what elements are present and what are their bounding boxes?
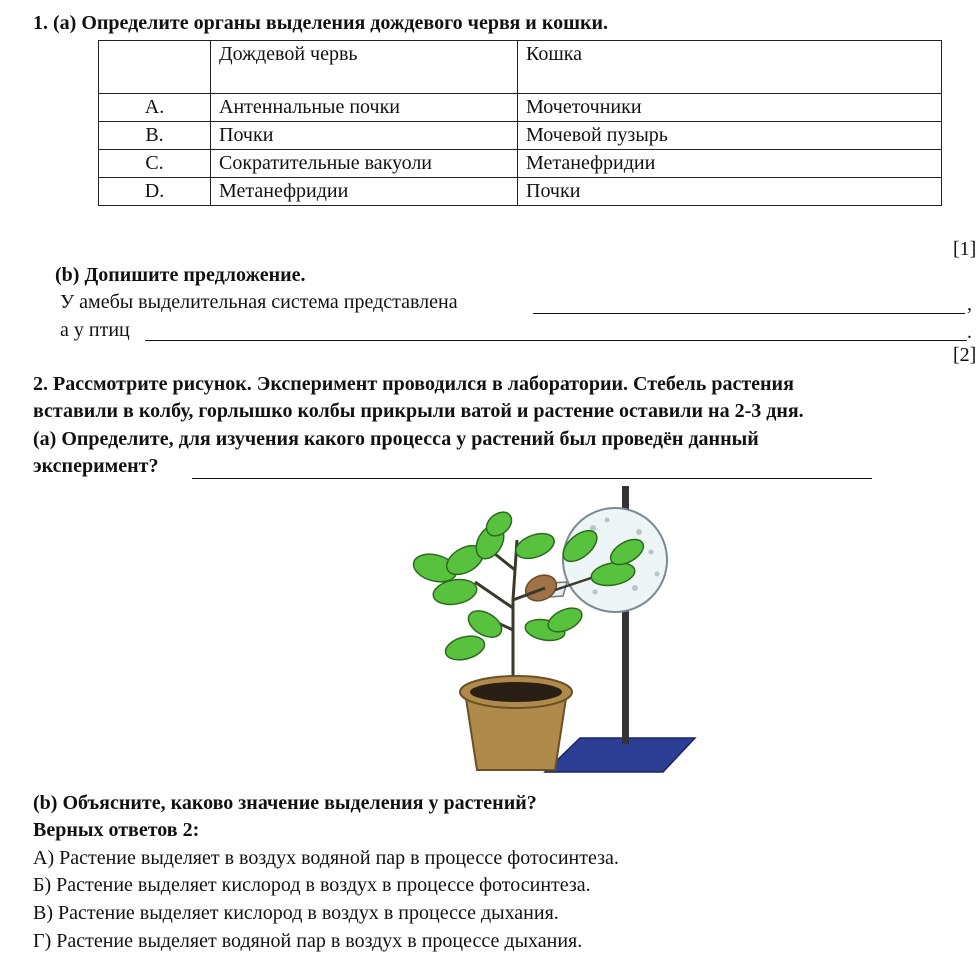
cat-organ: Мочевой пузырь <box>518 122 942 150</box>
flower-pot <box>460 676 572 770</box>
q1-title: 1. (а) Определите органы выделения дождевого червя и кошки. <box>33 12 609 34</box>
mark-a: [1] <box>953 238 977 260</box>
q2b-question: (b) Объясните, каково значение выделения у растений? <box>33 792 537 814</box>
answer-option-b[interactable]: Б) Растение выделяет кислород в воздух в процессе фотосинтеза. <box>33 874 591 896</box>
table-header-worm: Дождевой червь <box>211 41 518 94</box>
stand-base <box>545 738 695 772</box>
q2a-line1: (a) Определите, для изучения какого процесса у растений был проведён данный <box>33 428 759 450</box>
table-row[interactable] <box>99 178 942 206</box>
table-row[interactable] <box>99 122 942 150</box>
option-letter: A. <box>99 94 211 122</box>
table-row[interactable] <box>99 150 942 178</box>
q1b-answer-line-2[interactable] <box>145 340 967 341</box>
option-letter: B. <box>99 122 211 150</box>
table-row[interactable] <box>99 94 942 122</box>
q2-line1: 2. Рассмотрите рисунок. Эксперимент проводился в лаборатории. Стебель растения <box>33 373 794 395</box>
correct-count: Верных ответов 2: <box>33 819 200 841</box>
table-header-row <box>99 41 942 94</box>
answer-option-a[interactable]: А) Растение выделяет в воздух водяной пар в процессе фотосинтеза. <box>33 847 619 869</box>
mark-b: [2] <box>953 344 977 366</box>
answer-option-d[interactable]: Г) Растение выделяет водяной пар в воздух в процессе дыхания. <box>33 930 583 952</box>
table-header-empty <box>99 41 211 94</box>
experiment-illustration <box>395 480 705 785</box>
flask <box>535 508 667 612</box>
answer-table <box>98 40 942 206</box>
worm-organ: Антеннальные почки <box>211 94 518 122</box>
cat-organ: Метанефридии <box>518 150 942 178</box>
q2a-answer-line[interactable] <box>192 478 872 479</box>
worm-organ: Почки <box>211 122 518 150</box>
q1b-line1-text: У амебы выделительная система представлена <box>60 291 458 313</box>
worm-organ: Сократительные вакуоли <box>211 150 518 178</box>
answer-option-c[interactable]: В) Растение выделяет кислород в воздух в процессе дыхания. <box>33 902 559 924</box>
q2-line2: вставили в колбу, горлышко колбы прикрыли ватой и растение оставили на 2-3 дня. <box>33 400 804 422</box>
option-letter: C. <box>99 150 211 178</box>
plant-stem <box>475 540 545 680</box>
q1b-answer-line-1[interactable] <box>533 313 965 314</box>
cat-organ: Мочеточники <box>518 94 942 122</box>
q1b-line1-end: , <box>967 293 972 315</box>
q2a-line2: эксперимент? <box>33 455 159 477</box>
q1b-line2-text: а у птиц <box>60 319 130 341</box>
cat-organ: Почки <box>518 178 942 206</box>
q1b-title: (b) Допишите предложение. <box>55 264 306 286</box>
option-letter: D. <box>99 178 211 206</box>
table-header-cat: Кошка <box>518 41 942 94</box>
worm-organ: Метанефридии <box>211 178 518 206</box>
q1b-line2-end: . <box>967 321 972 343</box>
